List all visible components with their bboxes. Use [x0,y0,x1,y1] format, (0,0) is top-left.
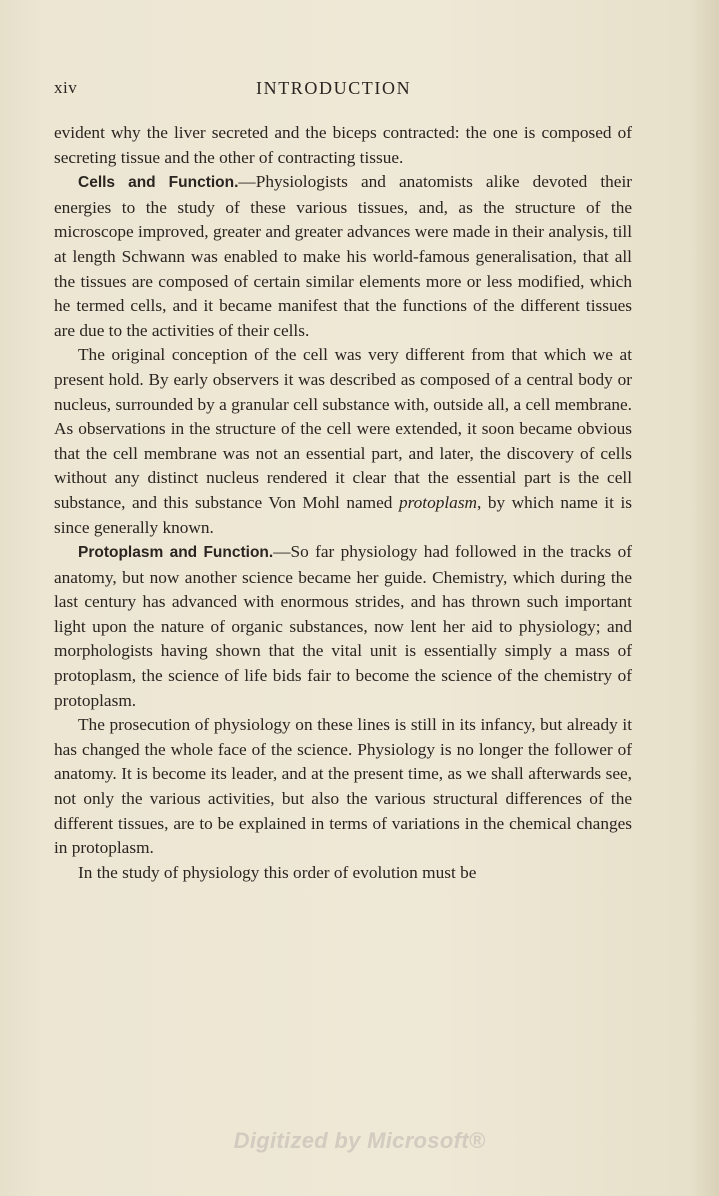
digitization-watermark: Digitized by Microsoft® [233,1128,486,1153]
paragraph-6 [54,861,632,886]
page-header [54,78,631,102]
paragraph-4 [54,540,632,713]
paragraph-text: —Physiologists and anatomists alike devoted their energies to the study of these various tissues, and, as the structure of the microscope improved, greater and greater advances were made in their analysis, till at length Schwann was enabled to make his world-famous generalisation, that all the tissues are composed of certain similar elements more or less modified, which he termed cells, and it became manifest that the functions of the different tissues are due to the activities of their cells. [54,172,632,340]
paragraph-text: The original conception of the cell was very different from that which we at present hold. By early observers it was described as composed of a central body or nucleus, surrounded by a granular cell substance with, outside all, a cell membrane. As observations in the structure of the cell were extended, it soon became obvious that the cell membrane was not an essential part, and later, the discovery of cells without any distinct nucleus rendered it clear that the essential part is the cell substance, and this substance Von Mohl named [54,345,632,512]
body-text [54,121,632,885]
italic-term-protoplasm: protoplasm [398,492,478,512]
side-heading-cells-and-function: Cells and Function. [78,174,239,192]
side-heading-protoplasm-and-function: Protoplasm and Function. [78,544,274,562]
paragraph-text-tail: , by which name it is since generally known. [54,492,632,537]
paragraph-2 [54,170,632,343]
paragraph-text: In the study of physiology this order of evolution must be [78,862,477,882]
paragraph-text: The prosecution of physiology on these lines is still in its infancy, but already it has changed the whole face of the science. Physiology is no longer the follower of anatomy. It is become its leader, and at the present time, as we shall afterwards see, not only the various activities, but also the various structural differences of the different tissues, are to be explained in terms of variations in the chemical changes in protoplasm. [54,715,632,858]
paragraph-3 [54,343,632,540]
running-head: INTRODUCTION [256,78,412,98]
paragraph-text: evident why the liver secreted and the biceps contracted: the one is composed of secreting tissue and the other of contracting tissue. [54,123,632,167]
paragraph-5 [54,713,632,861]
paragraph-text: —So far physiology had followed in the tracks of anatomy, but now another science became her guide. Chemistry, which during the last century has advanced with enormous strides, and has thrown such important light upon the nature of organic substances, now lent her aid to physiology; and morphologists having shown that the vital unit is essentially simply a mass of protoplasm, the science of life bids fair to become the science of the chemistry of protoplasm. [54,542,632,710]
paragraph-1 [54,121,632,170]
page-number: xiv [54,78,78,97]
